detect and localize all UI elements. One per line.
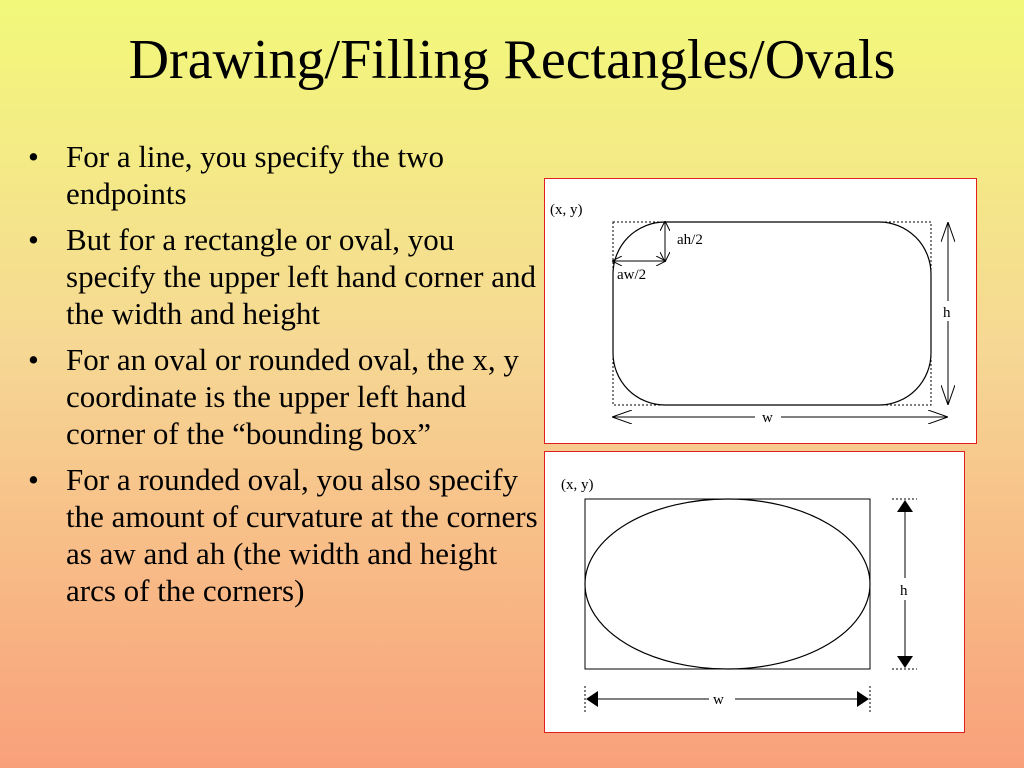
bullet-text: For an oval or rounded oval, the x, y coordinate is the upper left hand corner of the “bounding box” bbox=[66, 342, 519, 451]
bullet-item bbox=[28, 341, 538, 452]
bullet-icon: • bbox=[28, 222, 39, 257]
oval-diagram bbox=[544, 451, 965, 733]
width-label: w bbox=[713, 692, 724, 708]
width-label: w bbox=[762, 410, 773, 426]
height-label: h bbox=[943, 305, 951, 321]
rounded-rect-diagram bbox=[544, 178, 977, 444]
bullet-icon: • bbox=[28, 139, 39, 174]
origin-label: (x, y) bbox=[550, 202, 583, 218]
bullet-item bbox=[28, 138, 538, 212]
bullet-text: But for a rectangle or oval, you specify the upper left hand corner and the width and height bbox=[66, 222, 536, 331]
slide-title: Drawing/Filling Rectangles/Ovals bbox=[128, 29, 896, 91]
bullet-item bbox=[28, 461, 538, 609]
bullet-text: For a line, you specify the two endpoints bbox=[66, 139, 444, 211]
bounding-box bbox=[585, 499, 870, 669]
ah-label: ah/2 bbox=[677, 232, 703, 248]
height-label: h bbox=[900, 583, 908, 599]
bullet-item bbox=[28, 221, 538, 332]
origin-label: (x, y) bbox=[561, 477, 594, 493]
aw-label: aw/2 bbox=[617, 267, 647, 283]
rounded-rect-svg bbox=[545, 179, 978, 445]
oval-svg bbox=[545, 452, 966, 734]
bounding-box bbox=[613, 222, 931, 405]
rounded-rectangle bbox=[613, 222, 931, 405]
oval-shape bbox=[585, 499, 870, 669]
bullet-icon: • bbox=[28, 462, 39, 497]
bullet-list bbox=[28, 138, 538, 618]
bullet-text: For a rounded oval, you also specify the amount of curvature at the corners as aw and ah (the width and height arcs of the corners) bbox=[66, 462, 538, 608]
bullet-icon: • bbox=[28, 342, 39, 377]
